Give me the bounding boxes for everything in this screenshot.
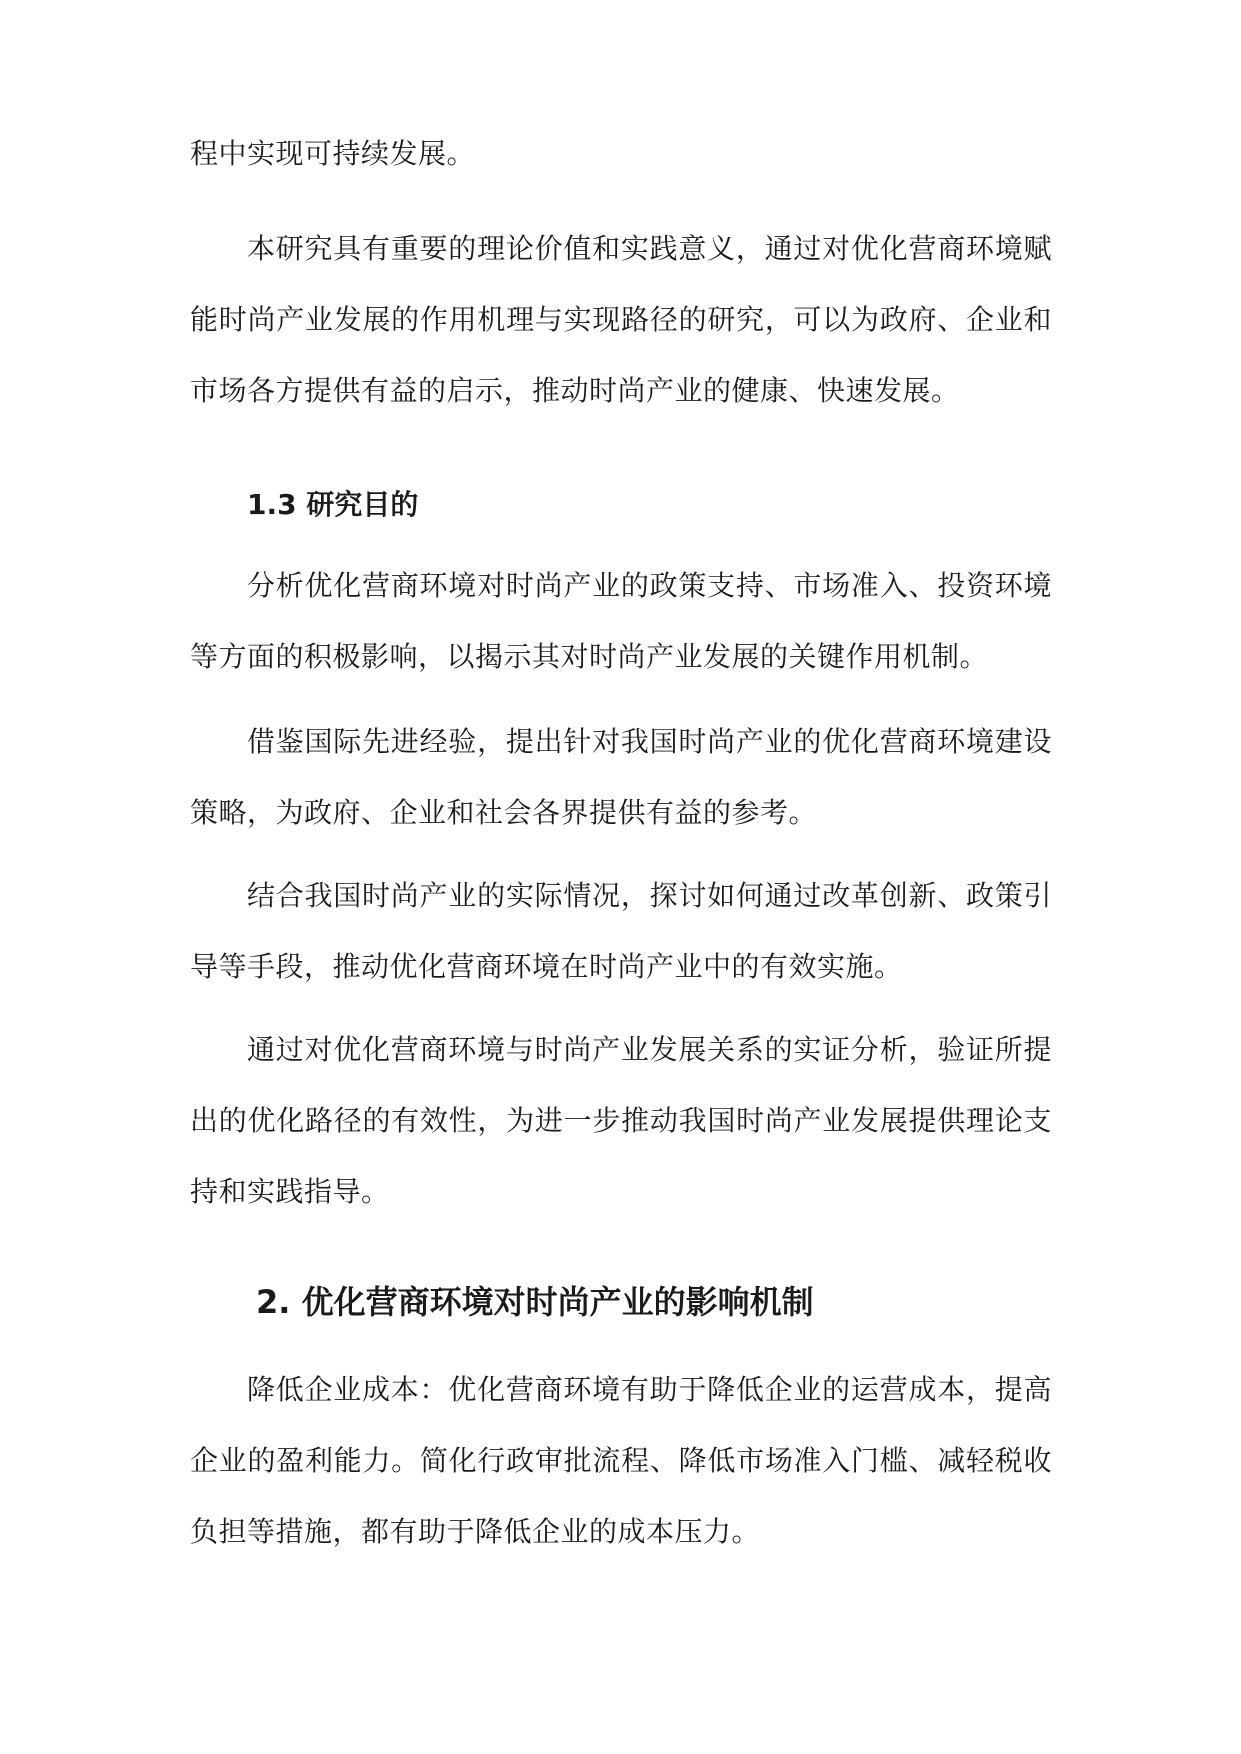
paragraph-continuation: 程中实现可持续发展。 — [190, 137, 476, 170]
paragraph-cost-reduction: 降低企业成本：优化营商环境有助于降低企业的运营成本，提高企业的盈利能力。简化行政审批流程、降低市场准入门槛、减轻税收负担等措施，都有助于降低企业的成本压力。 — [190, 1373, 1052, 1548]
paragraph-research-significance: 本研究具有重要的理论价值和实践意义，通过对优化营商环境赋能时尚产业发展的作用机理与实现路径的研究，可以为政府、企业和市场各方提供有益的启示，推动时尚产业的健康、快速发展。 — [190, 232, 1052, 407]
paragraph-purpose-3: 结合我国时尚产业的实际情况，探讨如何通过改革创新、政策引导等手段，推动优化营商环境在时尚产业中的有效实施。 — [190, 879, 1052, 983]
paragraph-purpose-1: 分析优化营商环境对时尚产业的政策支持、市场准入、投资环境等方面的积极影响，以揭示其对时尚产业发展的关键作用机制。 — [190, 569, 1052, 673]
paragraph-purpose-2: 借鉴国际先进经验，提出针对我国时尚产业的优化营商环境建设策略，为政府、企业和社会各界提供有益的参考。 — [190, 725, 1052, 829]
paragraph-purpose-4: 通过对优化营商环境与时尚产业发展关系的实证分析，验证所提出的优化路径的有效性，为进一步推动我国时尚产业发展提供理论支持和实践指导。 — [190, 1033, 1052, 1208]
section-heading-1-3: 1.3 研究目的 — [247, 488, 419, 521]
section-heading-2: 2. 优化营商环境对时尚产业的影响机制 — [256, 1283, 814, 1321]
